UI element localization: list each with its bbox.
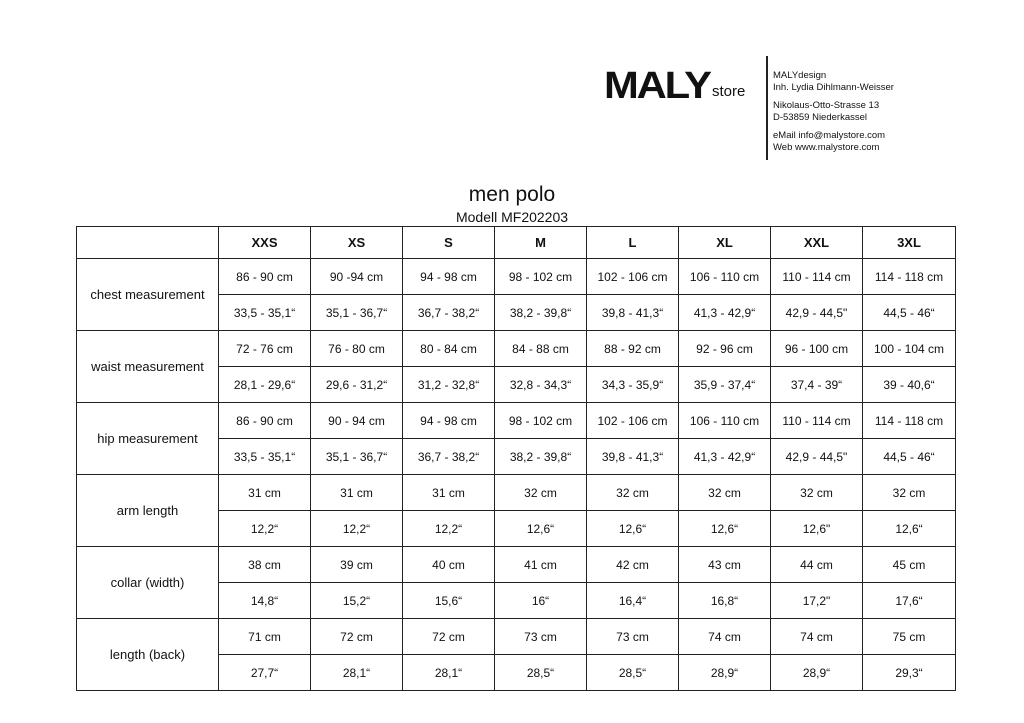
table-row [77,331,956,367]
cm-cell: 44 cm [771,547,863,583]
cm-cell: 73 cm [587,619,679,655]
web-address: Web www.malystore.com [773,142,880,153]
logo-main-text: MALY [604,65,710,107]
inch-cell: 33,5 - 35,1“ [219,295,311,331]
inch-cell: 15,6“ [403,583,495,619]
inch-cell: 35,1 - 36,7“ [311,295,403,331]
cm-cell: 71 cm [219,619,311,655]
cm-cell: 90 - 94 cm [311,403,403,439]
inch-cell: 32,8 - 34,3“ [495,367,587,403]
cm-cell: 88 - 92 cm [587,331,679,367]
city-address: D-53859 Niederkassel [773,112,867,123]
cm-cell: 41 cm [495,547,587,583]
cm-cell: 76 - 80 cm [311,331,403,367]
cm-cell: 39 cm [311,547,403,583]
size-header: M [495,227,587,259]
inch-cell: 33,5 - 35,1“ [219,439,311,475]
cm-cell: 110 - 114 cm [771,259,863,295]
cm-cell: 98 - 102 cm [495,403,587,439]
inch-cell: 31,2 - 32,8“ [403,367,495,403]
inch-cell: 29,3“ [863,655,956,691]
street-address: Nikolaus-Otto-Strasse 13 [773,100,880,111]
inch-cell: 36,7 - 38,2“ [403,439,495,475]
doc-title: men polo [468,183,556,206]
cm-cell: 43 cm [679,547,771,583]
logo-sub-text: store [712,83,746,100]
cm-cell: 100 - 104 cm [863,331,956,367]
size-header: XXS [219,227,311,259]
cm-cell: 31 cm [219,475,311,511]
cm-cell: 42 cm [587,547,679,583]
inch-cell: 39,8 - 41,3“ [587,295,679,331]
cm-cell: 90 -94 cm [311,259,403,295]
inch-cell: 28,5“ [587,655,679,691]
contact-block [773,70,894,160]
inch-cell: 12,6“ [863,511,956,547]
cm-cell: 86 - 90 cm [219,259,311,295]
inch-cell: 15,2“ [311,583,403,619]
inch-cell: 29,6 - 31,2“ [311,367,403,403]
cm-cell: 114 - 118 cm [863,403,956,439]
cm-cell: 92 - 96 cm [679,331,771,367]
inch-cell: 16,8“ [679,583,771,619]
cm-cell: 106 - 110 cm [679,403,771,439]
brand-logo [604,65,746,107]
row-label: hip measurement [77,403,219,475]
cm-cell: 110 - 114 cm [771,403,863,439]
table-row [77,259,956,295]
inch-cell: 27,7“ [219,655,311,691]
inch-cell: 39 - 40,6“ [863,367,956,403]
inch-cell: 28,9“ [771,655,863,691]
inch-cell: 28,5“ [495,655,587,691]
cm-cell: 98 - 102 cm [495,259,587,295]
table-row [77,619,956,655]
inch-cell: 16,4“ [587,583,679,619]
inch-cell: 42,9 - 44,5" [771,295,863,331]
inch-cell: 44,5 - 46“ [863,439,956,475]
inch-cell: 16“ [495,583,587,619]
row-label: collar (width) [77,547,219,619]
cm-cell: 96 - 100 cm [771,331,863,367]
size-header: XL [679,227,771,259]
cm-cell: 32 cm [587,475,679,511]
cm-cell: 106 - 110 cm [679,259,771,295]
row-label: arm length [77,475,219,547]
inch-cell: 17,2" [771,583,863,619]
cm-cell: 102 - 106 cm [587,403,679,439]
inch-cell: 14,8“ [219,583,311,619]
inch-cell: 41,3 - 42,9“ [679,295,771,331]
row-label: waist measurement [77,331,219,403]
company-name: MALYdesign [773,70,827,81]
inch-cell: 12,2“ [403,511,495,547]
inch-cell: 28,9“ [679,655,771,691]
cm-cell: 72 cm [403,619,495,655]
cm-cell: 73 cm [495,619,587,655]
cm-cell: 114 - 118 cm [863,259,956,295]
cm-cell: 74 cm [679,619,771,655]
inch-cell: 38,2 - 39,8“ [495,439,587,475]
cm-cell: 32 cm [679,475,771,511]
size-header: XXL [771,227,863,259]
inch-cell: 12,2“ [219,511,311,547]
cm-cell: 45 cm [863,547,956,583]
inch-cell: 12,6“ [679,511,771,547]
inch-cell: 41,3 - 42,9“ [679,439,771,475]
doc-subtitle: Modell MF202203 [455,209,569,225]
table-row [77,547,956,583]
owner-name: Inh. Lydia Dihlmann-Weisser [773,82,894,93]
cm-cell: 94 - 98 cm [403,403,495,439]
inch-cell: 28,1 - 29,6“ [219,367,311,403]
inch-cell: 44,5 - 46“ [863,295,956,331]
inch-cell: 12,6" [771,511,863,547]
inch-cell: 34,3 - 35,9“ [587,367,679,403]
inch-cell: 28,1“ [403,655,495,691]
inch-cell: 42,9 - 44,5" [771,439,863,475]
size-header: 3XL [863,227,956,259]
cm-cell: 74 cm [771,619,863,655]
inch-cell: 12,6“ [495,511,587,547]
inch-cell: 12,6“ [587,511,679,547]
cm-cell: 31 cm [403,475,495,511]
cm-cell: 72 - 76 cm [219,331,311,367]
cm-cell: 84 - 88 cm [495,331,587,367]
inch-cell: 35,9 - 37,4“ [679,367,771,403]
header-divider [766,56,768,160]
size-header-row [77,227,956,259]
email-address: eMail info@malystore.com [773,130,886,141]
cm-cell: 80 - 84 cm [403,331,495,367]
cm-cell: 32 cm [495,475,587,511]
size-header: L [587,227,679,259]
table-row [77,475,956,511]
cm-cell: 32 cm [771,475,863,511]
cm-cell: 31 cm [311,475,403,511]
inch-cell: 28,1“ [311,655,403,691]
row-label: length (back) [77,619,219,691]
cm-cell: 102 - 106 cm [587,259,679,295]
header-corner [77,227,219,259]
cm-cell: 38 cm [219,547,311,583]
cm-cell: 40 cm [403,547,495,583]
cm-cell: 94 - 98 cm [403,259,495,295]
inch-cell: 12,2“ [311,511,403,547]
row-label: chest measurement [77,259,219,331]
size-header: S [403,227,495,259]
inch-cell: 35,1 - 36,7“ [311,439,403,475]
inch-cell: 38,2 - 39,8“ [495,295,587,331]
inch-cell: 36,7 - 38,2“ [403,295,495,331]
size-header: XS [311,227,403,259]
cm-cell: 32 cm [863,475,956,511]
table-row [77,403,956,439]
cm-cell: 86 - 90 cm [219,403,311,439]
cm-cell: 72 cm [311,619,403,655]
inch-cell: 39,8 - 41,3“ [587,439,679,475]
size-chart-table [76,226,956,691]
cm-cell: 75 cm [863,619,956,655]
inch-cell: 37,4 - 39“ [771,367,863,403]
inch-cell: 17,6“ [863,583,956,619]
